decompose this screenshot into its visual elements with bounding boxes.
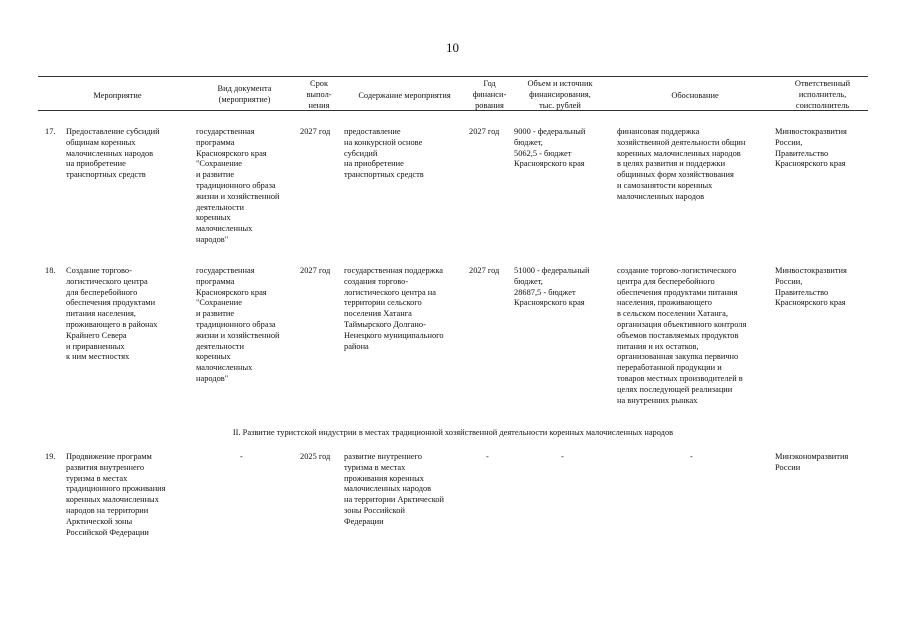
row-18-doc-type: государственная программа Красноярского края "Сохранение и развитие традиционного образа жизни и хозяйственной деятельности коренных малочисленных народов" [196, 266, 280, 383]
row-19-responsible: Минэкономразвития России [775, 452, 849, 472]
table-top-rule [38, 76, 868, 77]
row-17-responsible: Минвостокразвития России, Правительство Красноярского края [775, 127, 847, 169]
row-18-deadline: 2027 год [300, 266, 331, 275]
row-18-justification: создание торгово-логистического центра для бесперебойного обеспечения продуктами питания населения, проживающего в сельском поселении Хатанга, организация объективного контроля объемов поставляемых продуктов питания и их остатков, организованная закупка первично переработанной продукции и товаров местных производителей в целях последующей реализации на внутренних рынках [617, 266, 747, 405]
row-17-doc-type: государственная программа Красноярского края "Сохранение и развитие традиционного образа жизни и хозяйственной деятельности коренных малочисленных народов" [196, 127, 280, 244]
row-19-event: Продвижение программ развития внутреннего туризма в местах традиционного проживания коренных малочисленных народов на территории Арктической зоны Российской Федерации [66, 452, 166, 537]
header-content: Содержание мероприятия [358, 91, 451, 100]
section-heading: II. Развитие туристской индустрии в местах традиционной хозяйственной деятельности коренных малочисленных народов [232, 428, 674, 437]
row-19-doc-type: - [240, 452, 243, 461]
row-19-fin-year: - [486, 452, 489, 461]
row-19-number: 19. [45, 452, 56, 461]
row-19-content: развитие внутреннего туризма в местах проживания коренных малочисленных народов на территории Арктической зоны Российской Федерации [344, 452, 445, 526]
row-17-number: 17. [45, 127, 56, 136]
row-19-justification: - [690, 452, 693, 461]
header-responsible: Ответственный исполнитель, соисполнитель [794, 79, 851, 110]
row-17-justification: финансовая поддержка хозяйственной деятельности общин коренных малочисленных народов в целях развития и поддержки общинных форм хозяйствования и самозанятости коренных малочисленных народов [617, 127, 746, 201]
header-volume: Объем и источник финансирования, тыс. рублей [527, 79, 593, 110]
header-event: Мероприятие [93, 91, 142, 100]
header-justification: Обоснование [671, 91, 719, 100]
header-fin-year: Год финанси- рования [472, 79, 507, 110]
row-17-volume: 9000 - федеральный бюджет, 5062,5 - бюджет Красноярского края [514, 127, 586, 169]
row-18-volume: 51000 - федеральный бюджет, 28687,5 - бюджет Красноярского края [514, 266, 590, 308]
header-doc-type: Вид документа (мероприятие) [217, 84, 272, 104]
row-17-event: Предоставление субсидий общинам коренных малочисленных народов на приобретение транспортных средств [66, 127, 160, 180]
row-17-content: предоставление на конкурсной основе субсидий на приобретение транспортных средств [344, 127, 424, 180]
row-18-responsible: Минвостокразвития России, Правительство Красноярского края [775, 266, 847, 308]
row-18-number: 18. [45, 266, 56, 275]
header-deadline: Срок выпол- нения [306, 79, 332, 110]
table-header-rule [38, 110, 868, 111]
page-number: 10 [446, 40, 459, 55]
row-17-fin-year: 2027 год [469, 127, 500, 136]
row-17-deadline: 2027 год [300, 127, 331, 136]
row-18-event: Создание торгово- логистического центра для бесперебойного обеспечения продуктами питания населения, проживающего в районах Крайнего Севера и приравненных к ним местностях [66, 266, 158, 362]
row-18-content: государственная поддержка создания торгово- логистического центра на территории сельского поселения Хатанга Таймырского Долгано- Ненецкого муниципального района [344, 266, 444, 351]
row-19-volume: - [561, 452, 564, 461]
row-18-fin-year: 2027 год [469, 266, 500, 275]
row-19-deadline: 2025 год [300, 452, 331, 461]
